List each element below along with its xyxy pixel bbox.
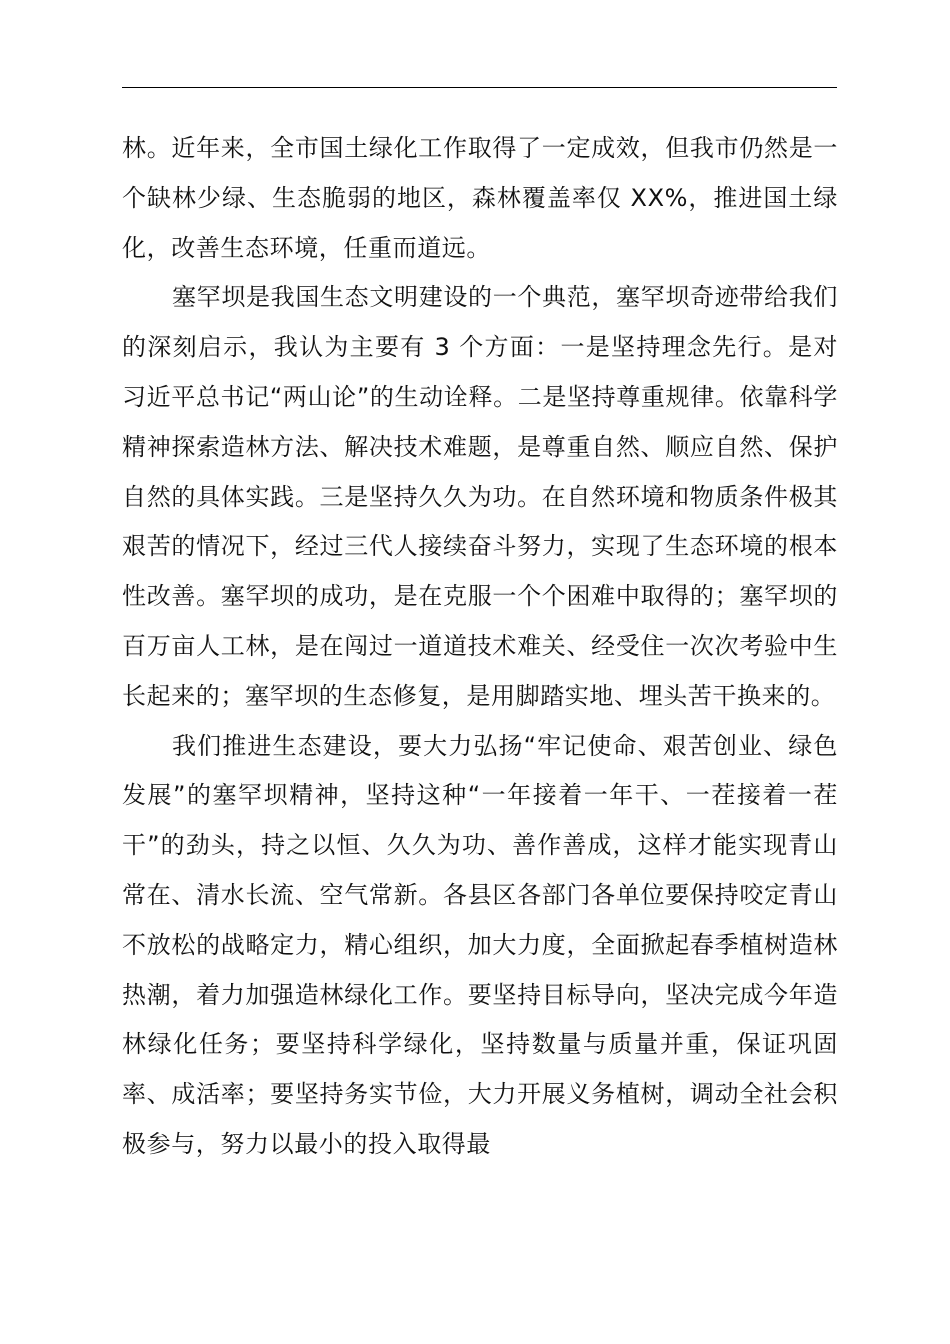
paragraph-ecological-construction: 我们推进生态建设，要大力弘扬“牢记使命、艰苦创业、绿色发展”的塞罕坝精神，坚持这种“一年接着一年干、一茬接着一茬干”的劲头，持之以恒、久久为功、善作善成，这样才能实现青山常在、清水长流、空气常新。各县区各部门各单位要保持咬定青山不放松的战略定力，精心组织，加大力度，全面掀起春季植树造林热潮，着力加强造林绿化工作。要坚持目标导向，坚决完成今年造林绿化任务；要坚持科学绿化，坚持数量与质量并重，保证巩固率、成活率；要坚持务实节俭，大力开展义务植树，调动全社会积极参与，努力以最小的投入取得最	[122, 731, 838, 1158]
header-rule	[122, 87, 837, 88]
document-body	[122, 124, 838, 1170]
paragraph-continuation: 林。近年来，全市国土绿化工作取得了一定成效，但我市仍然是一个缺林少绿、生态脆弱的地区，森林覆盖率仅 XX%，推进国土绿化，改善生态环境，任重而道远。	[122, 134, 838, 262]
paragraph-saihanba-inspiration: 塞罕坝是我国生态文明建设的一个典范，塞罕坝奇迹带给我们的深刻启示，我认为主要有 3 个方面：一是坚持理念先行。是对习近平总书记“两山论”的生动诠释。二是坚持尊重规律。依靠科学精神探索造林方法、解决技术难题，是尊重自然、顺应自然、保护自然的具体实践。三是坚持久久为功。在自然环境和物质条件极其艰苦的情况下，经过三代人接续奋斗努力，实现了生态环境的根本性改善。塞罕坝的成功，是在克服一个个困难中取得的；塞罕坝的百万亩人工林，是在闯过一道道技术难关、经受住一次次考验中生长起来的；塞罕坝的生态修复，是用脚踏实地、埋头苦干换来的。	[122, 283, 838, 710]
